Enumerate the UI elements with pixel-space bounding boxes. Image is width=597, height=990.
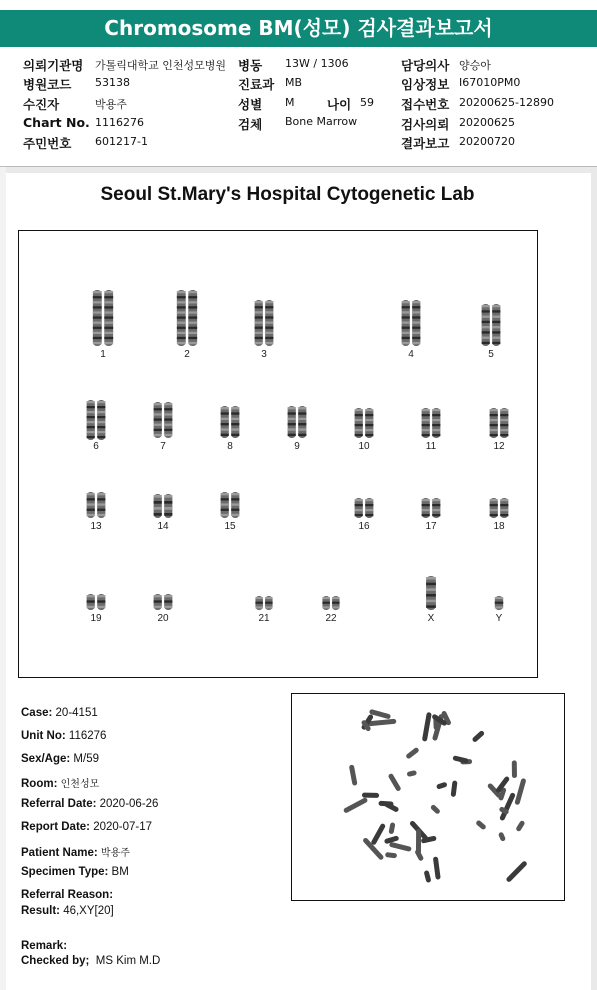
chromosome-label-10: 10 xyxy=(358,441,370,452)
metaphase-chromosome xyxy=(343,797,369,814)
metaphase-image xyxy=(291,693,565,901)
chromosome-19 xyxy=(82,593,110,611)
hospital-code-value: 53138 xyxy=(95,76,130,89)
chromosome-label-16: 16 xyxy=(358,521,370,532)
doctor-label: 담당의사 xyxy=(401,58,450,73)
specimen-label: 검체 xyxy=(238,117,263,132)
report-date-value: 2020-07-17 xyxy=(93,821,153,833)
left-margin xyxy=(0,167,6,990)
sex-value: M xyxy=(285,96,295,109)
chromosome-label-3: 3 xyxy=(261,349,267,360)
report-date-label: Report Date: xyxy=(21,821,91,833)
patient-value: 박용주 xyxy=(95,98,127,111)
age-value: 59 xyxy=(360,96,374,109)
chromosome-8 xyxy=(216,405,244,439)
referral-date-value: 2020-06-26 xyxy=(99,798,159,810)
metaphase-chromosome xyxy=(436,782,448,790)
chromosome-label-2: 2 xyxy=(184,349,190,360)
chromosome-12 xyxy=(485,407,513,439)
chromosome-label-5: 5 xyxy=(488,349,494,360)
chromosome-label-14: 14 xyxy=(157,521,169,532)
result-value: 46,XY[20] xyxy=(63,905,114,917)
unit-value: 116276 xyxy=(68,730,107,742)
patient-name-value: 박용주 xyxy=(100,848,130,859)
result-label: Result: xyxy=(21,905,60,917)
specimen-value: Bone Marrow xyxy=(285,115,358,128)
patient-name-label: Patient Name: xyxy=(21,847,98,859)
metaphase-chromosome xyxy=(405,747,420,760)
page-gap xyxy=(0,167,597,173)
chromosome-label-18: 18 xyxy=(493,521,505,532)
patient-label: 수진자 xyxy=(23,97,60,112)
chromosome-X xyxy=(422,575,440,611)
chromosome-label-X: X xyxy=(427,613,435,624)
request-label: 검사의뢰 xyxy=(401,117,450,132)
room-row xyxy=(21,775,99,790)
id-label: 주민번호 xyxy=(23,136,72,151)
specimen-type-label: Specimen Type: xyxy=(21,866,109,878)
metaphase-chromosome xyxy=(367,719,396,727)
chart-value: 1116276 xyxy=(95,116,144,129)
sex-label: 성별 xyxy=(238,97,263,112)
chromosome-label-8: 8 xyxy=(227,441,233,452)
case-row xyxy=(21,707,98,719)
case-label: Case: xyxy=(21,707,53,719)
chromosome-label-19: 19 xyxy=(90,613,102,624)
chromosome-label-20: 20 xyxy=(157,613,169,624)
specimen-type-row xyxy=(21,866,129,878)
chromosome-11 xyxy=(417,407,445,439)
dept-value: MB xyxy=(285,76,303,89)
clinical-value: I67010PM0 xyxy=(459,76,521,89)
checked-label: Checked by; xyxy=(21,955,90,967)
right-margin xyxy=(591,167,597,990)
receipt-label: 접수번호 xyxy=(401,97,450,112)
checked-row xyxy=(21,955,160,967)
metaphase-chromosome xyxy=(362,793,379,798)
report-date-row xyxy=(21,821,152,833)
metaphase-chromosome xyxy=(475,820,487,831)
chromosome-15 xyxy=(216,491,244,519)
metaphase-chromosome xyxy=(430,804,441,815)
report-title: Chromosome BM(성모) 검사결과보고서 xyxy=(0,10,597,47)
chromosome-label-6: 6 xyxy=(93,441,99,452)
chromosome-label-12: 12 xyxy=(493,441,505,452)
ward-label: 병동 xyxy=(238,58,263,73)
chromosome-5 xyxy=(477,303,505,347)
chromosome-17 xyxy=(417,497,445,519)
metaphase-chromosome xyxy=(414,849,424,862)
metaphase-chromosome xyxy=(512,760,517,778)
receipt-value: 20200625-12890 xyxy=(459,96,554,109)
sexage-row xyxy=(21,753,99,765)
institution-label: 의뢰기관명 xyxy=(23,58,84,73)
referral-date-row xyxy=(21,798,158,810)
hospital-code-label: 병원코드 xyxy=(23,77,72,92)
metaphase-chromosome xyxy=(349,764,358,785)
metaphase-chromosome xyxy=(515,820,525,832)
metaphase-chromosome xyxy=(505,860,527,883)
chromosome-20 xyxy=(149,593,177,611)
sexage-label: Sex/Age: xyxy=(21,753,71,765)
chromosome-label-13: 13 xyxy=(90,521,102,532)
room-value: 인천성모 xyxy=(60,779,100,790)
metaphase-chromosome xyxy=(433,856,441,879)
id-value: 601217-1 xyxy=(95,135,148,148)
chromosome-21 xyxy=(251,595,277,611)
chromosome-label-17: 17 xyxy=(425,521,437,532)
result-row xyxy=(21,905,114,917)
chromosome-label-11: 11 xyxy=(425,441,437,452)
chromosome-4 xyxy=(397,299,425,347)
age-label: 나이 xyxy=(327,97,352,112)
chromosome-3 xyxy=(250,299,278,347)
chromosome-label-4: 4 xyxy=(408,349,414,360)
chromosome-label-15: 15 xyxy=(224,521,236,532)
karyotype-panel xyxy=(18,230,538,678)
chromosome-13 xyxy=(82,491,110,519)
institution-value: 가톨릭대학교 인천성모병원 xyxy=(95,59,227,72)
room-label: Room: xyxy=(21,778,58,790)
specimen-type-value: BM xyxy=(111,866,129,878)
chromosome-18 xyxy=(485,497,513,519)
dept-label: 진료과 xyxy=(238,77,275,92)
metaphase-chromosome xyxy=(424,870,432,883)
request-value: 20200625 xyxy=(459,116,515,129)
referral-reason-label: Referral Reason: xyxy=(21,889,114,901)
chromosome-14 xyxy=(149,493,177,519)
metaphase-chromosome xyxy=(498,832,506,842)
metaphase-chromosome xyxy=(388,773,402,792)
checked-value: MS Kim M.D xyxy=(95,955,161,967)
remark-label: Remark: xyxy=(21,940,68,952)
metaphase-chromosome xyxy=(422,712,432,742)
patient-info-section xyxy=(0,54,597,166)
chart-label: Chart No. xyxy=(23,115,90,130)
metaphase-chromosome xyxy=(378,801,393,807)
metaphase-chromosome xyxy=(514,778,526,806)
patient-name-row xyxy=(21,844,130,859)
unit-row xyxy=(21,730,106,742)
chromosome-label-Y: Y xyxy=(495,613,503,624)
metaphase-chromosome xyxy=(389,842,412,852)
chromosome-Y xyxy=(491,595,507,611)
chromosome-6 xyxy=(82,399,110,441)
ward-value: 13W / 1306 xyxy=(285,57,349,70)
chromosome-7 xyxy=(149,401,177,439)
chromosome-10 xyxy=(350,407,378,439)
chromosome-22 xyxy=(318,595,344,611)
clinical-label: 임상정보 xyxy=(401,77,450,92)
chromosome-2 xyxy=(172,289,202,347)
chromosome-16 xyxy=(350,497,378,519)
remark-row xyxy=(21,940,67,952)
case-value: 20-4151 xyxy=(55,707,98,719)
report-value: 20200720 xyxy=(459,135,515,148)
unit-label: Unit No: xyxy=(21,730,66,742)
chromosome-label-21: 21 xyxy=(258,613,270,624)
metaphase-spread xyxy=(292,694,564,900)
referral-reason-row xyxy=(21,889,113,901)
metaphase-chromosome xyxy=(388,822,395,834)
chromosome-label-7: 7 xyxy=(160,441,166,452)
chromosome-label-9: 9 xyxy=(294,441,300,452)
report-label: 결과보고 xyxy=(401,136,450,151)
sexage-value: M/59 xyxy=(73,753,99,765)
chromosome-label-1: 1 xyxy=(100,349,106,360)
lab-title: Seoul St.Mary's Hospital Cytogenetic Lab xyxy=(100,184,475,205)
chromosome-label-22: 22 xyxy=(325,613,337,624)
referral-date-label: Referral Date: xyxy=(21,798,97,810)
metaphase-chromosome xyxy=(370,823,386,846)
doctor-value: 양승아 xyxy=(459,59,491,72)
metaphase-chromosome xyxy=(471,730,485,743)
metaphase-chromosome xyxy=(406,770,417,777)
metaphase-chromosome xyxy=(451,780,458,797)
chromosome-9 xyxy=(283,405,311,439)
metaphase-chromosome xyxy=(385,852,397,858)
chromosome-1 xyxy=(88,289,118,347)
